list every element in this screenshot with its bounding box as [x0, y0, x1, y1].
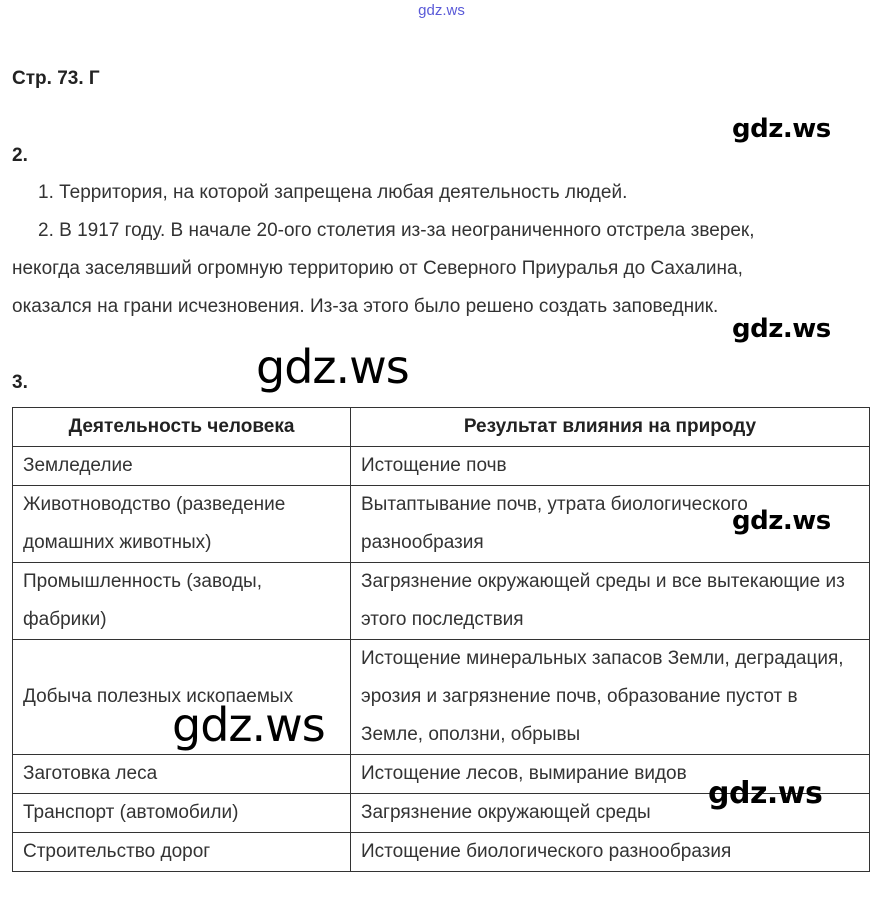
table-row [13, 833, 870, 872]
result-cell: Истощение почв [351, 447, 870, 486]
watermark: gdz.ws [732, 114, 831, 144]
activity-cell: Заготовка леса [13, 755, 351, 794]
result-cell: Истощение лесов, вымирание видов [351, 755, 870, 794]
header-result: Результат влияния на природу [351, 408, 870, 447]
table-header-row [13, 408, 870, 447]
result-cell: Загрязнение окружающей среды [351, 794, 870, 833]
task-2-answer-2-line-1: 2. В 1917 году. В начале 20-ого столетия из-за неограниченного отстрела зверек, [38, 220, 755, 241]
activity-cell: Транспорт (автомобили) [13, 794, 351, 833]
result-cell: Вытаптывание почв, утрата биологического разнообразия [351, 486, 870, 563]
task-2-number: 2. [12, 145, 28, 166]
activity-cell: Животноводство (разведение домашних животных) [13, 486, 351, 563]
watermark: gdz.ws [172, 698, 325, 752]
result-cell: Истощение биологического разнообразия [351, 833, 870, 872]
header-activity: Деятельность человека [13, 408, 351, 447]
activity-cell: Строительство дорог [13, 833, 351, 872]
task-2-answer-2-line-2: некогда заселявший огромную территорию от Северного Приуралья до Сахалина, [12, 258, 743, 279]
watermark: gdz.ws [256, 340, 409, 394]
table-row [13, 447, 870, 486]
table-row [13, 640, 870, 755]
page-heading: Стр. 73. Г [12, 68, 100, 89]
task-3-number: 3. [12, 372, 28, 393]
activity-cell: Добыча полезных ископаемых [13, 640, 351, 755]
activity-cell: Земледелие [13, 447, 351, 486]
top-watermark: gdz.ws [418, 2, 465, 19]
result-cell: Истощение минеральных запасов Земли, деградация, эрозия и загрязнение почв, образование пустот в Земле, оползни, обрывы [351, 640, 870, 755]
watermark: gdz.ws [732, 506, 831, 536]
result-cell: Загрязнение окружающей среды и все вытекающие из этого последствия [351, 563, 870, 640]
watermark: gdz.ws [732, 314, 831, 344]
activity-cell: Промышленность (заводы, фабрики) [13, 563, 351, 640]
table-row [13, 563, 870, 640]
task-2-answer-1: 1. Территория, на которой запрещена любая деятельность людей. [38, 182, 628, 203]
task-2-answer-2-line-3: оказался на грани исчезновения. Из-за этого было решено создать заповедник. [12, 296, 719, 317]
watermark: gdz.ws [708, 776, 823, 811]
